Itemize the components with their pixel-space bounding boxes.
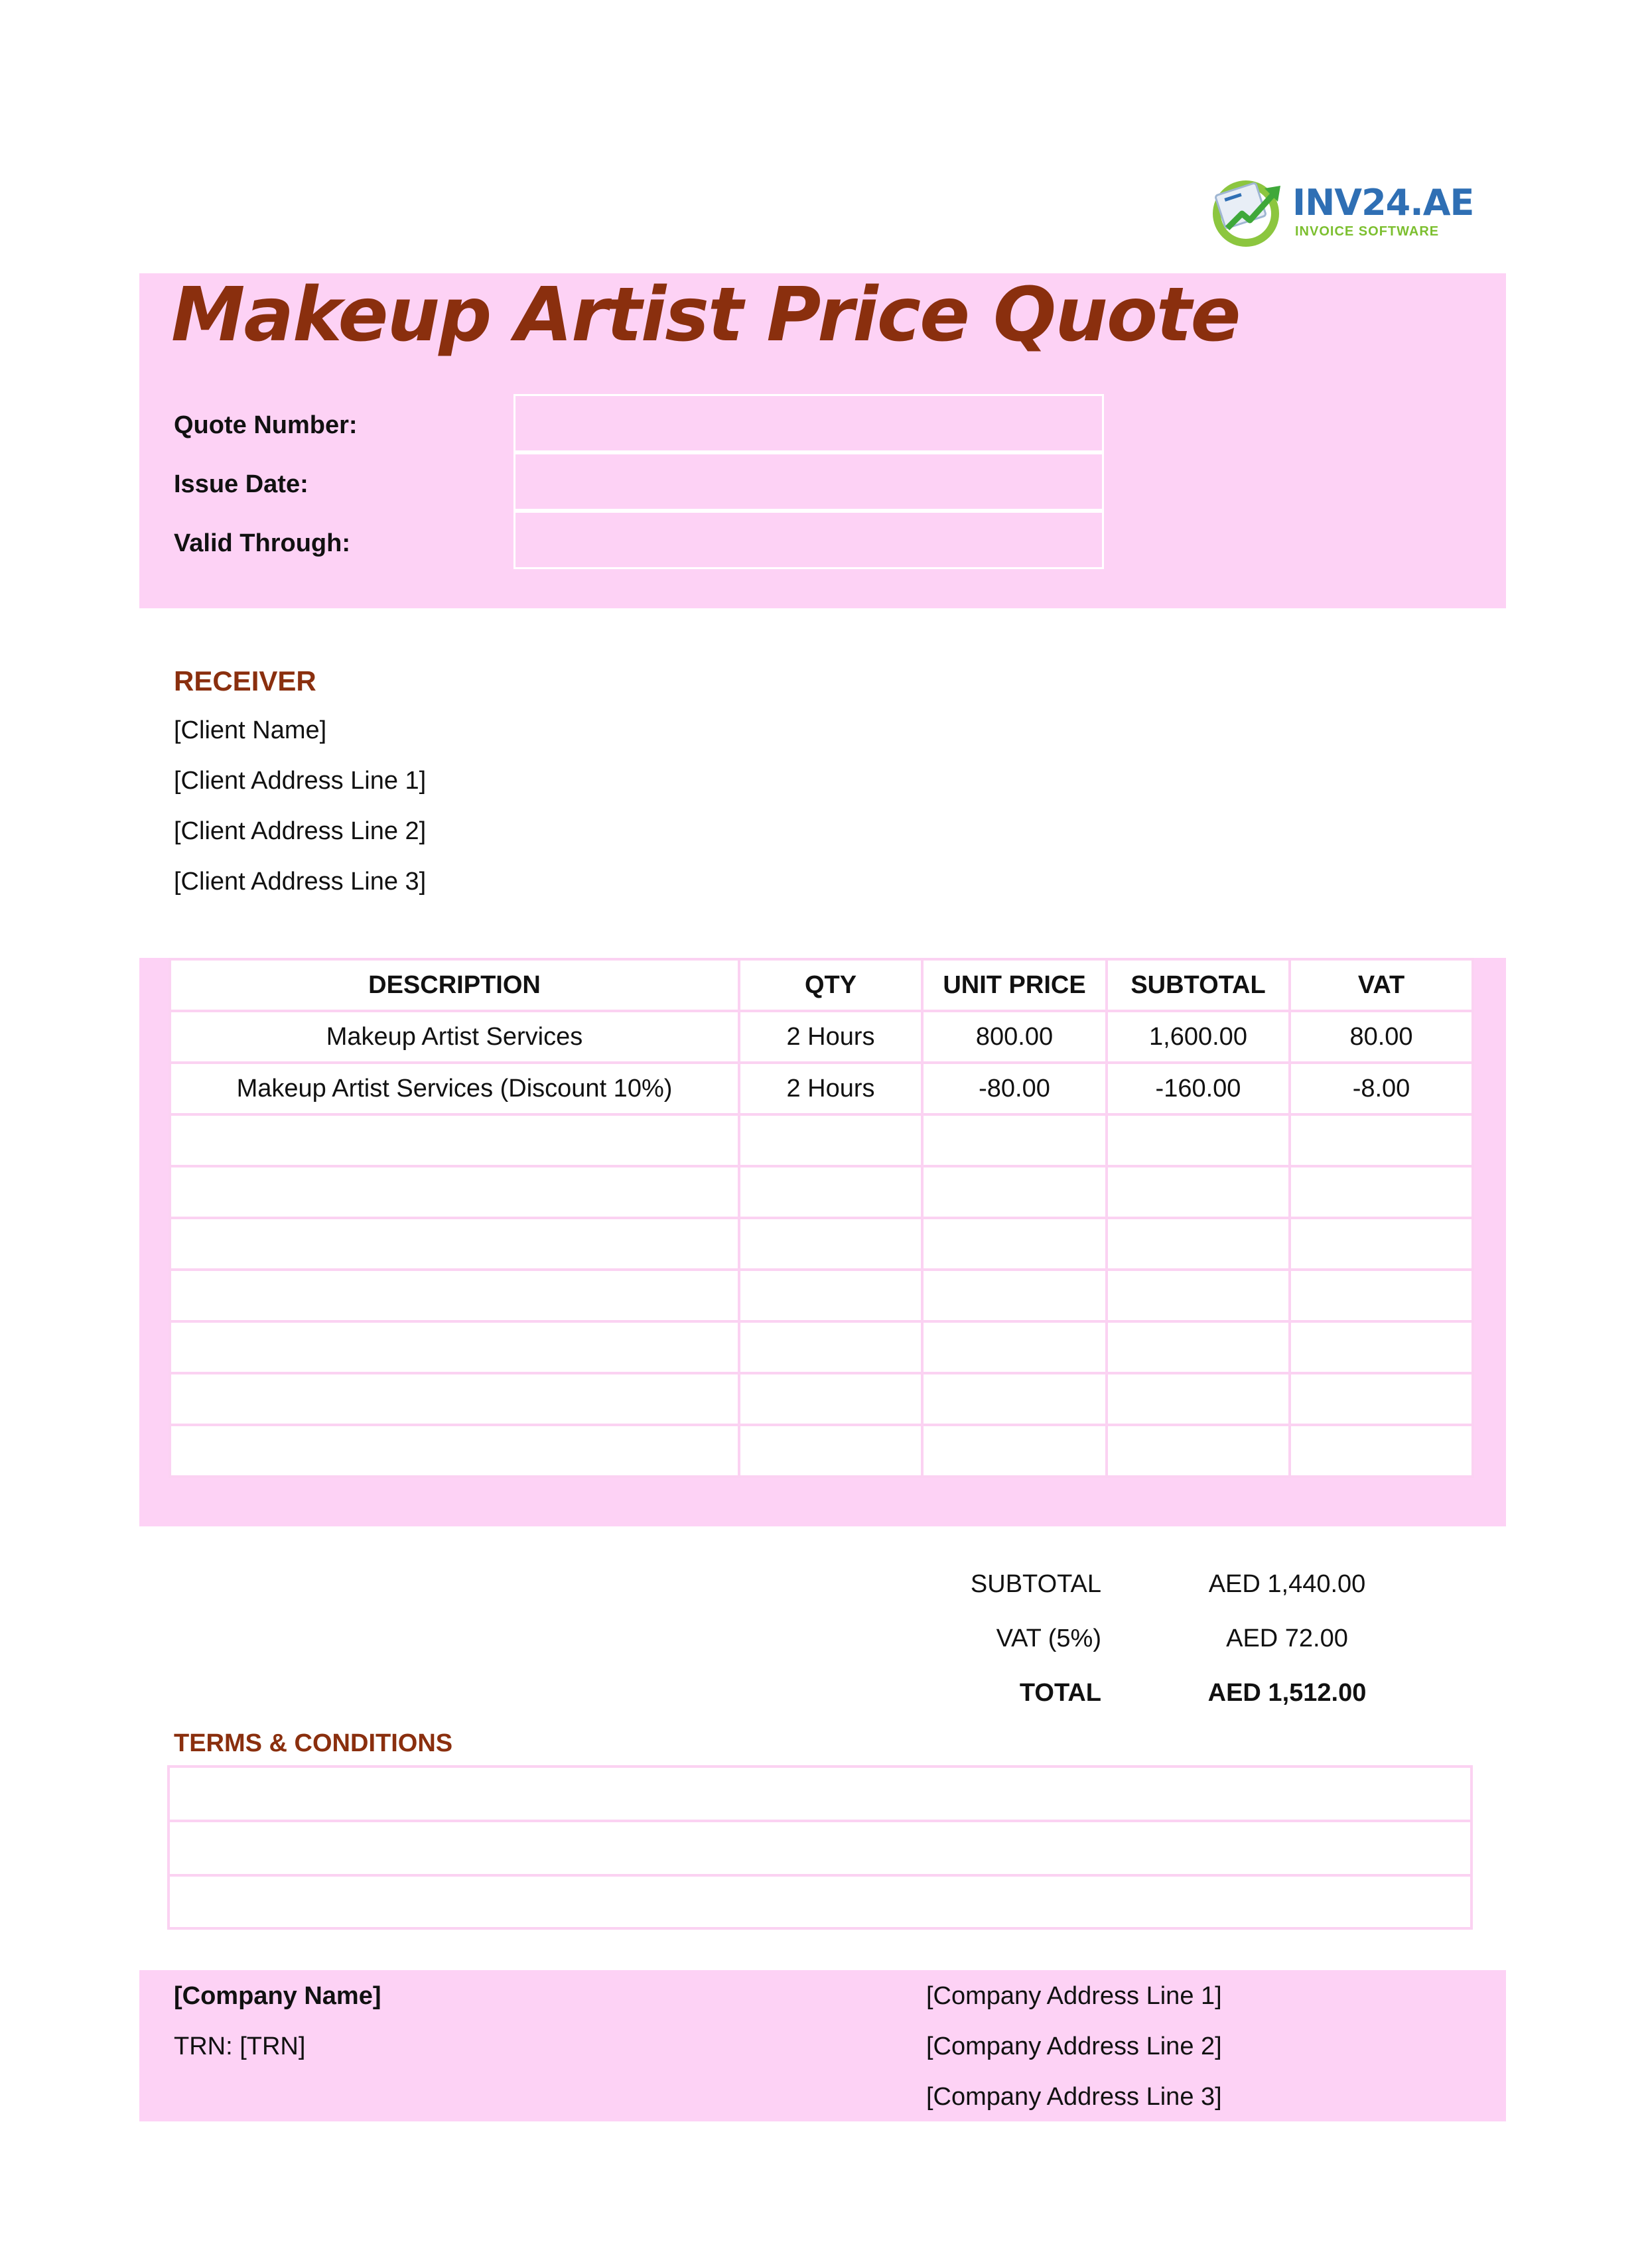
company-address-line-1: [Company Address Line 1]: [926, 1982, 1222, 2010]
table-row: [170, 1321, 1473, 1373]
cell-qty[interactable]: 2 Hours: [739, 1011, 922, 1063]
cell-vat[interactable]: [1290, 1166, 1473, 1218]
table-row: [170, 1114, 1473, 1166]
cell-vat[interactable]: [1290, 1425, 1473, 1477]
table-row: [170, 1373, 1473, 1425]
company-logo: [1207, 174, 1474, 251]
cell-qty[interactable]: [739, 1114, 922, 1166]
vat-label: VAT (5%): [996, 1625, 1101, 1652]
cell-vat[interactable]: [1290, 1218, 1473, 1270]
cell-description[interactable]: [170, 1166, 739, 1218]
total-label: TOTAL: [1019, 1679, 1101, 1707]
logo-brand-text: INV24.AE: [1292, 182, 1474, 224]
cell-unit-price[interactable]: [922, 1166, 1107, 1218]
cell-unit-price[interactable]: [922, 1270, 1107, 1321]
cell-qty[interactable]: [739, 1425, 922, 1477]
table-row: [170, 1011, 1473, 1063]
terms-line-2[interactable]: [170, 1822, 1470, 1874]
items-table: [169, 958, 1474, 1478]
cell-subtotal[interactable]: [1107, 1270, 1290, 1321]
client-address-line-1: [Client Address Line 1]: [174, 767, 427, 795]
company-address-line-3: [Company Address Line 3]: [926, 2083, 1222, 2111]
company-address-line-2: [Company Address Line 2]: [926, 2033, 1222, 2060]
cell-description[interactable]: Makeup Artist Services: [170, 1011, 739, 1063]
page-title: Makeup Artist Price Quote: [171, 272, 1240, 358]
quote-number-label: Quote Number:: [174, 411, 358, 439]
company-trn: TRN: [TRN]: [174, 2033, 306, 2060]
cell-subtotal[interactable]: 1,600.00: [1107, 1011, 1290, 1063]
receiver-heading: RECEIVER: [174, 665, 316, 697]
company-name: [Company Name]: [174, 1982, 381, 2010]
terms-box: [167, 1765, 1473, 1930]
cell-unit-price[interactable]: 800.00: [922, 1011, 1107, 1063]
cell-vat[interactable]: 80.00: [1290, 1011, 1473, 1063]
cell-unit-price[interactable]: [922, 1425, 1107, 1477]
cell-description[interactable]: [170, 1425, 739, 1477]
cell-qty[interactable]: [739, 1166, 922, 1218]
table-row: [170, 1270, 1473, 1321]
valid-through-field[interactable]: [513, 511, 1104, 569]
cell-subtotal[interactable]: [1107, 1373, 1290, 1425]
client-name: [Client Name]: [174, 716, 327, 744]
cell-unit-price[interactable]: [922, 1218, 1107, 1270]
cell-description[interactable]: [170, 1321, 739, 1373]
cell-unit-price[interactable]: -80.00: [922, 1063, 1107, 1114]
terms-heading: TERMS & CONDITIONS: [174, 1729, 453, 1757]
terms-line-1[interactable]: [170, 1768, 1470, 1820]
invoice-growth-arrow-icon: [1207, 174, 1287, 251]
col-header-subtotal: SUBTOTAL: [1107, 959, 1290, 1011]
col-header-qty: QTY: [739, 959, 922, 1011]
vat-value: AED 72.00: [1226, 1625, 1348, 1652]
cell-vat[interactable]: [1290, 1270, 1473, 1321]
cell-subtotal[interactable]: [1107, 1166, 1290, 1218]
total-value: AED 1,512.00: [1207, 1679, 1367, 1707]
cell-subtotal[interactable]: -160.00: [1107, 1063, 1290, 1114]
valid-through-label: Valid Through:: [174, 529, 350, 557]
cell-subtotal[interactable]: [1107, 1114, 1290, 1166]
table-header-row: [170, 959, 1473, 1011]
terms-line-3[interactable]: [170, 1877, 1470, 1927]
cell-unit-price[interactable]: [922, 1114, 1107, 1166]
table-row: [170, 1218, 1473, 1270]
issue-date-field[interactable]: [513, 452, 1104, 511]
cell-subtotal[interactable]: [1107, 1425, 1290, 1477]
cell-vat[interactable]: [1290, 1114, 1473, 1166]
cell-qty[interactable]: [739, 1321, 922, 1373]
cell-vat[interactable]: [1290, 1373, 1473, 1425]
logo-tagline: INVOICE SOFTWARE: [1295, 224, 1440, 239]
cell-description[interactable]: [170, 1373, 739, 1425]
col-header-description: DESCRIPTION: [170, 959, 739, 1011]
col-header-vat: VAT: [1290, 959, 1473, 1011]
subtotal-label: SUBTOTAL: [970, 1570, 1101, 1598]
cell-description[interactable]: Makeup Artist Services (Discount 10%): [170, 1063, 739, 1114]
cell-description[interactable]: [170, 1218, 739, 1270]
quote-number-field[interactable]: [513, 394, 1104, 452]
subtotal-value: AED 1,440.00: [1208, 1570, 1366, 1598]
cell-vat[interactable]: -8.00: [1290, 1063, 1473, 1114]
cell-description[interactable]: [170, 1114, 739, 1166]
cell-qty[interactable]: 2 Hours: [739, 1063, 922, 1114]
client-address-line-3: [Client Address Line 3]: [174, 868, 427, 896]
issue-date-label: Issue Date:: [174, 470, 308, 498]
cell-unit-price[interactable]: [922, 1321, 1107, 1373]
cell-description[interactable]: [170, 1270, 739, 1321]
table-row: [170, 1166, 1473, 1218]
cell-qty[interactable]: [739, 1218, 922, 1270]
cell-subtotal[interactable]: [1107, 1218, 1290, 1270]
table-row: [170, 1063, 1473, 1114]
cell-subtotal[interactable]: [1107, 1321, 1290, 1373]
client-address-line-2: [Client Address Line 2]: [174, 817, 427, 845]
cell-qty[interactable]: [739, 1373, 922, 1425]
table-row: [170, 1425, 1473, 1477]
cell-unit-price[interactable]: [922, 1373, 1107, 1425]
cell-vat[interactable]: [1290, 1321, 1473, 1373]
col-header-unit-price: UNIT PRICE: [922, 959, 1107, 1011]
cell-qty[interactable]: [739, 1270, 922, 1321]
